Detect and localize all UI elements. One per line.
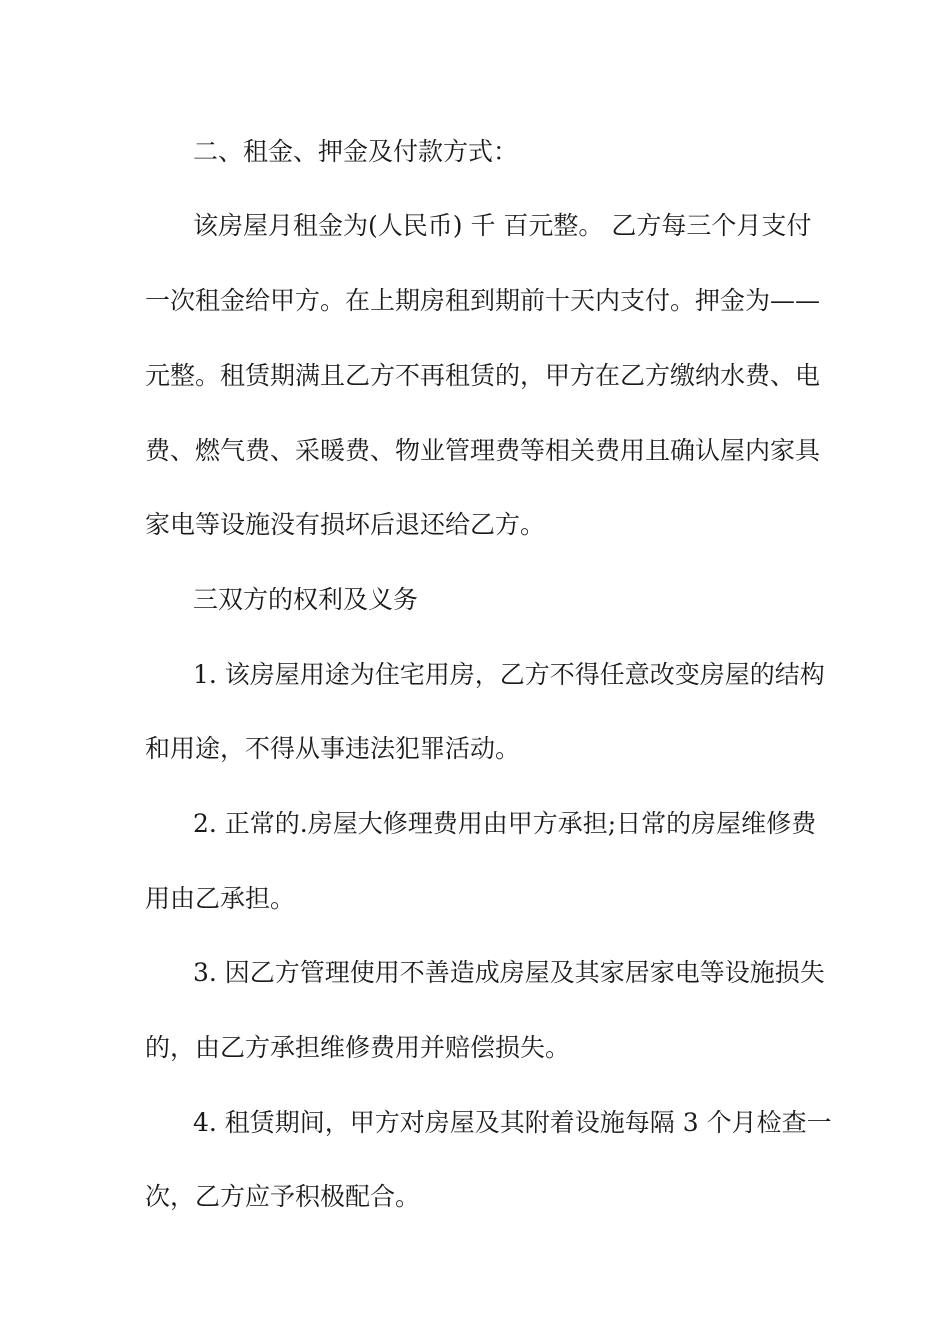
paragraph-line: 该房屋月租金为(人民币) 千 百元整。 乙方每三个月支付: [193, 211, 812, 240]
paragraph-line: 费、燃气费、采暖费、物业管理费等相关费用且确认屋内家具: [145, 436, 821, 465]
clause-4-line: 次，乙方应予积极配合。: [145, 1182, 421, 1211]
clause-2-line: 用由乙承担。: [145, 884, 296, 913]
clause-1-line: 1. 该房屋用途为住宅用房，乙方不得任意改变房屋的结构: [193, 660, 825, 689]
section-heading-rights: 三双方的权利及义务: [193, 585, 419, 614]
clause-4-line: 4. 租赁期间，甲方对房屋及其附着设施每隔 3 个月检查一: [193, 1108, 832, 1137]
clause-3-line: 3. 因乙方管理使用不善造成房屋及其家居家电等设施损失: [193, 958, 825, 987]
clause-1-line: 和用途，不得从事违法犯罪活动。: [145, 734, 521, 763]
clause-3-line: 的，由乙方承担维修费用并赔偿损失。: [145, 1033, 571, 1062]
paragraph-line: 元整。租赁期满且乙方不再租赁的，甲方在乙方缴纳水费、电: [145, 361, 821, 390]
section-heading-rent: 二、租金、押金及付款方式：: [193, 137, 519, 166]
clause-2-line: 2. 正常的.房屋大修理费用由甲方承担;日常的房屋维修费: [193, 809, 817, 838]
paragraph-line: 一次租金给甲方。在上期房租到期前十天内支付。押金为——: [145, 286, 821, 315]
paragraph-line: 家电等设施没有损坏后退还给乙方。: [145, 510, 546, 539]
